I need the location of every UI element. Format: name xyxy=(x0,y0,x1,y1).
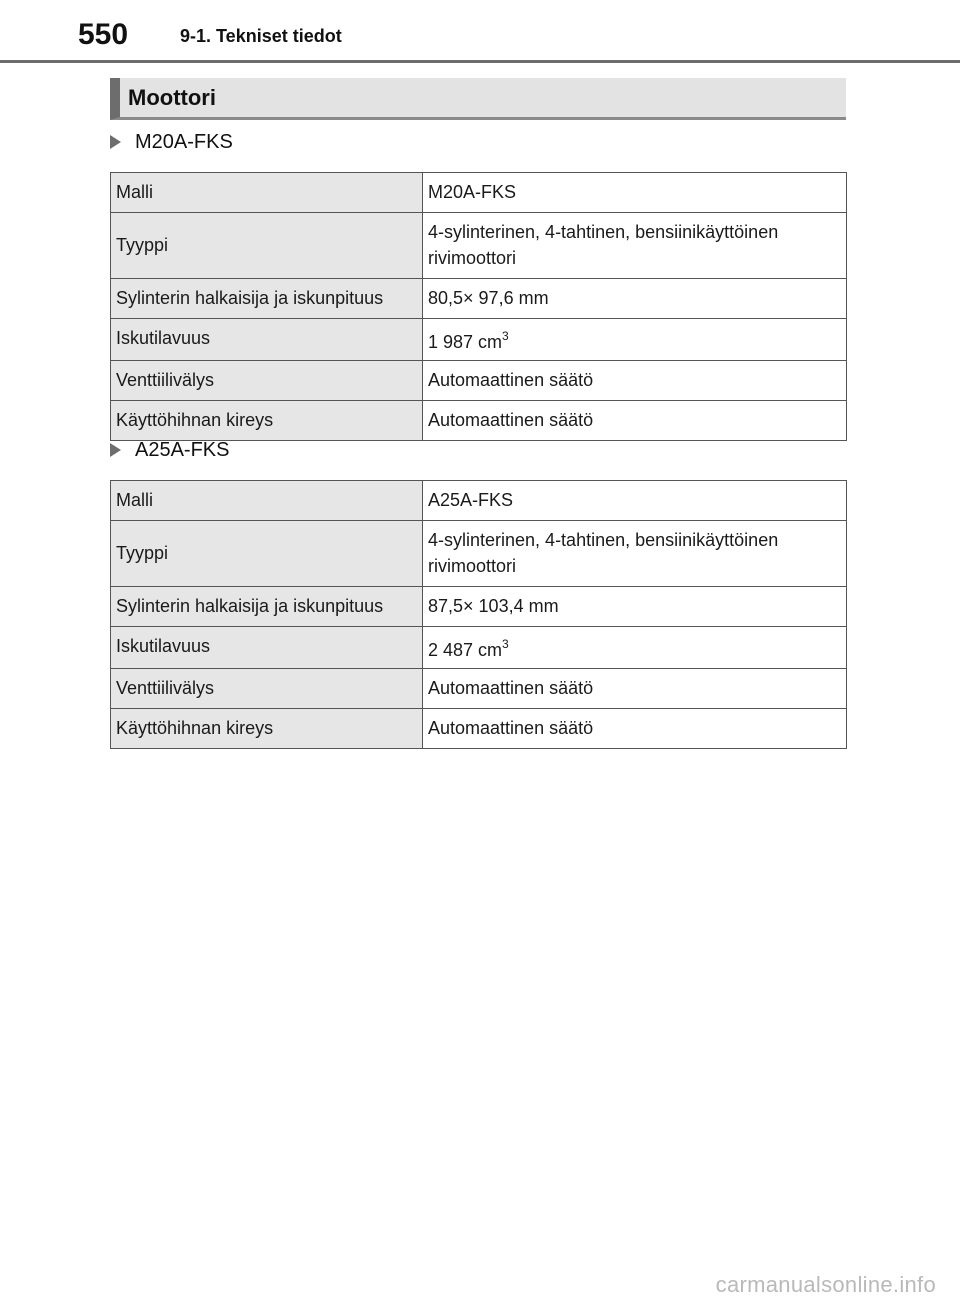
engine-heading xyxy=(110,439,229,465)
spec-value-text: 2 487 cm xyxy=(428,640,503,660)
spec-value-text: 1 987 cm xyxy=(428,332,503,352)
spec-table xyxy=(110,480,847,749)
table-row xyxy=(111,709,847,749)
table-row xyxy=(111,669,847,709)
section-label: 9-1. Tekniset tiedot xyxy=(180,26,342,46)
triangle-bullet-icon xyxy=(110,135,121,149)
spec-key: Venttiilivälys xyxy=(111,361,423,401)
spec-key: Sylinterin halkaisija ja iskunpituus xyxy=(111,587,423,627)
unit-superscript: 3 xyxy=(502,637,509,651)
table-row xyxy=(111,587,847,627)
spec-value: Automaattinen säätö xyxy=(423,401,847,441)
spec-value: Automaattinen säätö xyxy=(423,669,847,709)
section-heading-title: Moottori xyxy=(128,85,216,110)
spec-key: Iskutilavuus xyxy=(111,319,423,361)
engine-heading xyxy=(110,131,233,157)
table-row xyxy=(111,213,847,279)
engine-name: A25A-FKS xyxy=(135,439,230,461)
spec-value: 4-sylinterinen, 4-tahtinen, bensiinikäyttöinen rivimoottori xyxy=(423,521,847,587)
spec-value: Automaattinen säätö xyxy=(423,709,847,749)
spec-key: Malli xyxy=(111,481,423,521)
spec-value: M20A-FKS xyxy=(423,173,847,213)
table-row xyxy=(111,627,847,669)
page-header xyxy=(0,0,960,63)
spec-value: 4-sylinterinen, 4-tahtinen, bensiinikäyttöinen rivimoottori xyxy=(423,213,847,279)
table-row xyxy=(111,401,847,441)
engine-name: M20A-FKS xyxy=(135,131,233,153)
spec-key: Käyttöhihnan kireys xyxy=(111,401,423,441)
spec-value xyxy=(423,319,847,361)
table-row xyxy=(111,521,847,587)
page-number: 550 xyxy=(78,18,129,51)
triangle-bullet-icon xyxy=(110,443,121,457)
spec-value: Automaattinen säätö xyxy=(423,361,847,401)
spec-key: Tyyppi xyxy=(111,213,423,279)
section-heading xyxy=(110,78,846,120)
unit-superscript: 3 xyxy=(502,329,509,343)
spec-table xyxy=(110,172,847,441)
spec-value xyxy=(423,627,847,669)
spec-value: 80,5× 97,6 mm xyxy=(423,279,847,319)
spec-key: Sylinterin halkaisija ja iskunpituus xyxy=(111,279,423,319)
spec-value: A25A-FKS xyxy=(423,481,847,521)
spec-key: Malli xyxy=(111,173,423,213)
spec-key: Käyttöhihnan kireys xyxy=(111,709,423,749)
table-row xyxy=(111,361,847,401)
spec-key: Tyyppi xyxy=(111,521,423,587)
table-row xyxy=(111,319,847,361)
spec-key: Venttiilivälys xyxy=(111,669,423,709)
table-row xyxy=(111,279,847,319)
spec-key: Iskutilavuus xyxy=(111,627,423,669)
table-row xyxy=(111,481,847,521)
watermark: carmanualsonline.info xyxy=(715,1272,936,1297)
spec-value: 87,5× 103,4 mm xyxy=(423,587,847,627)
table-row xyxy=(111,173,847,213)
